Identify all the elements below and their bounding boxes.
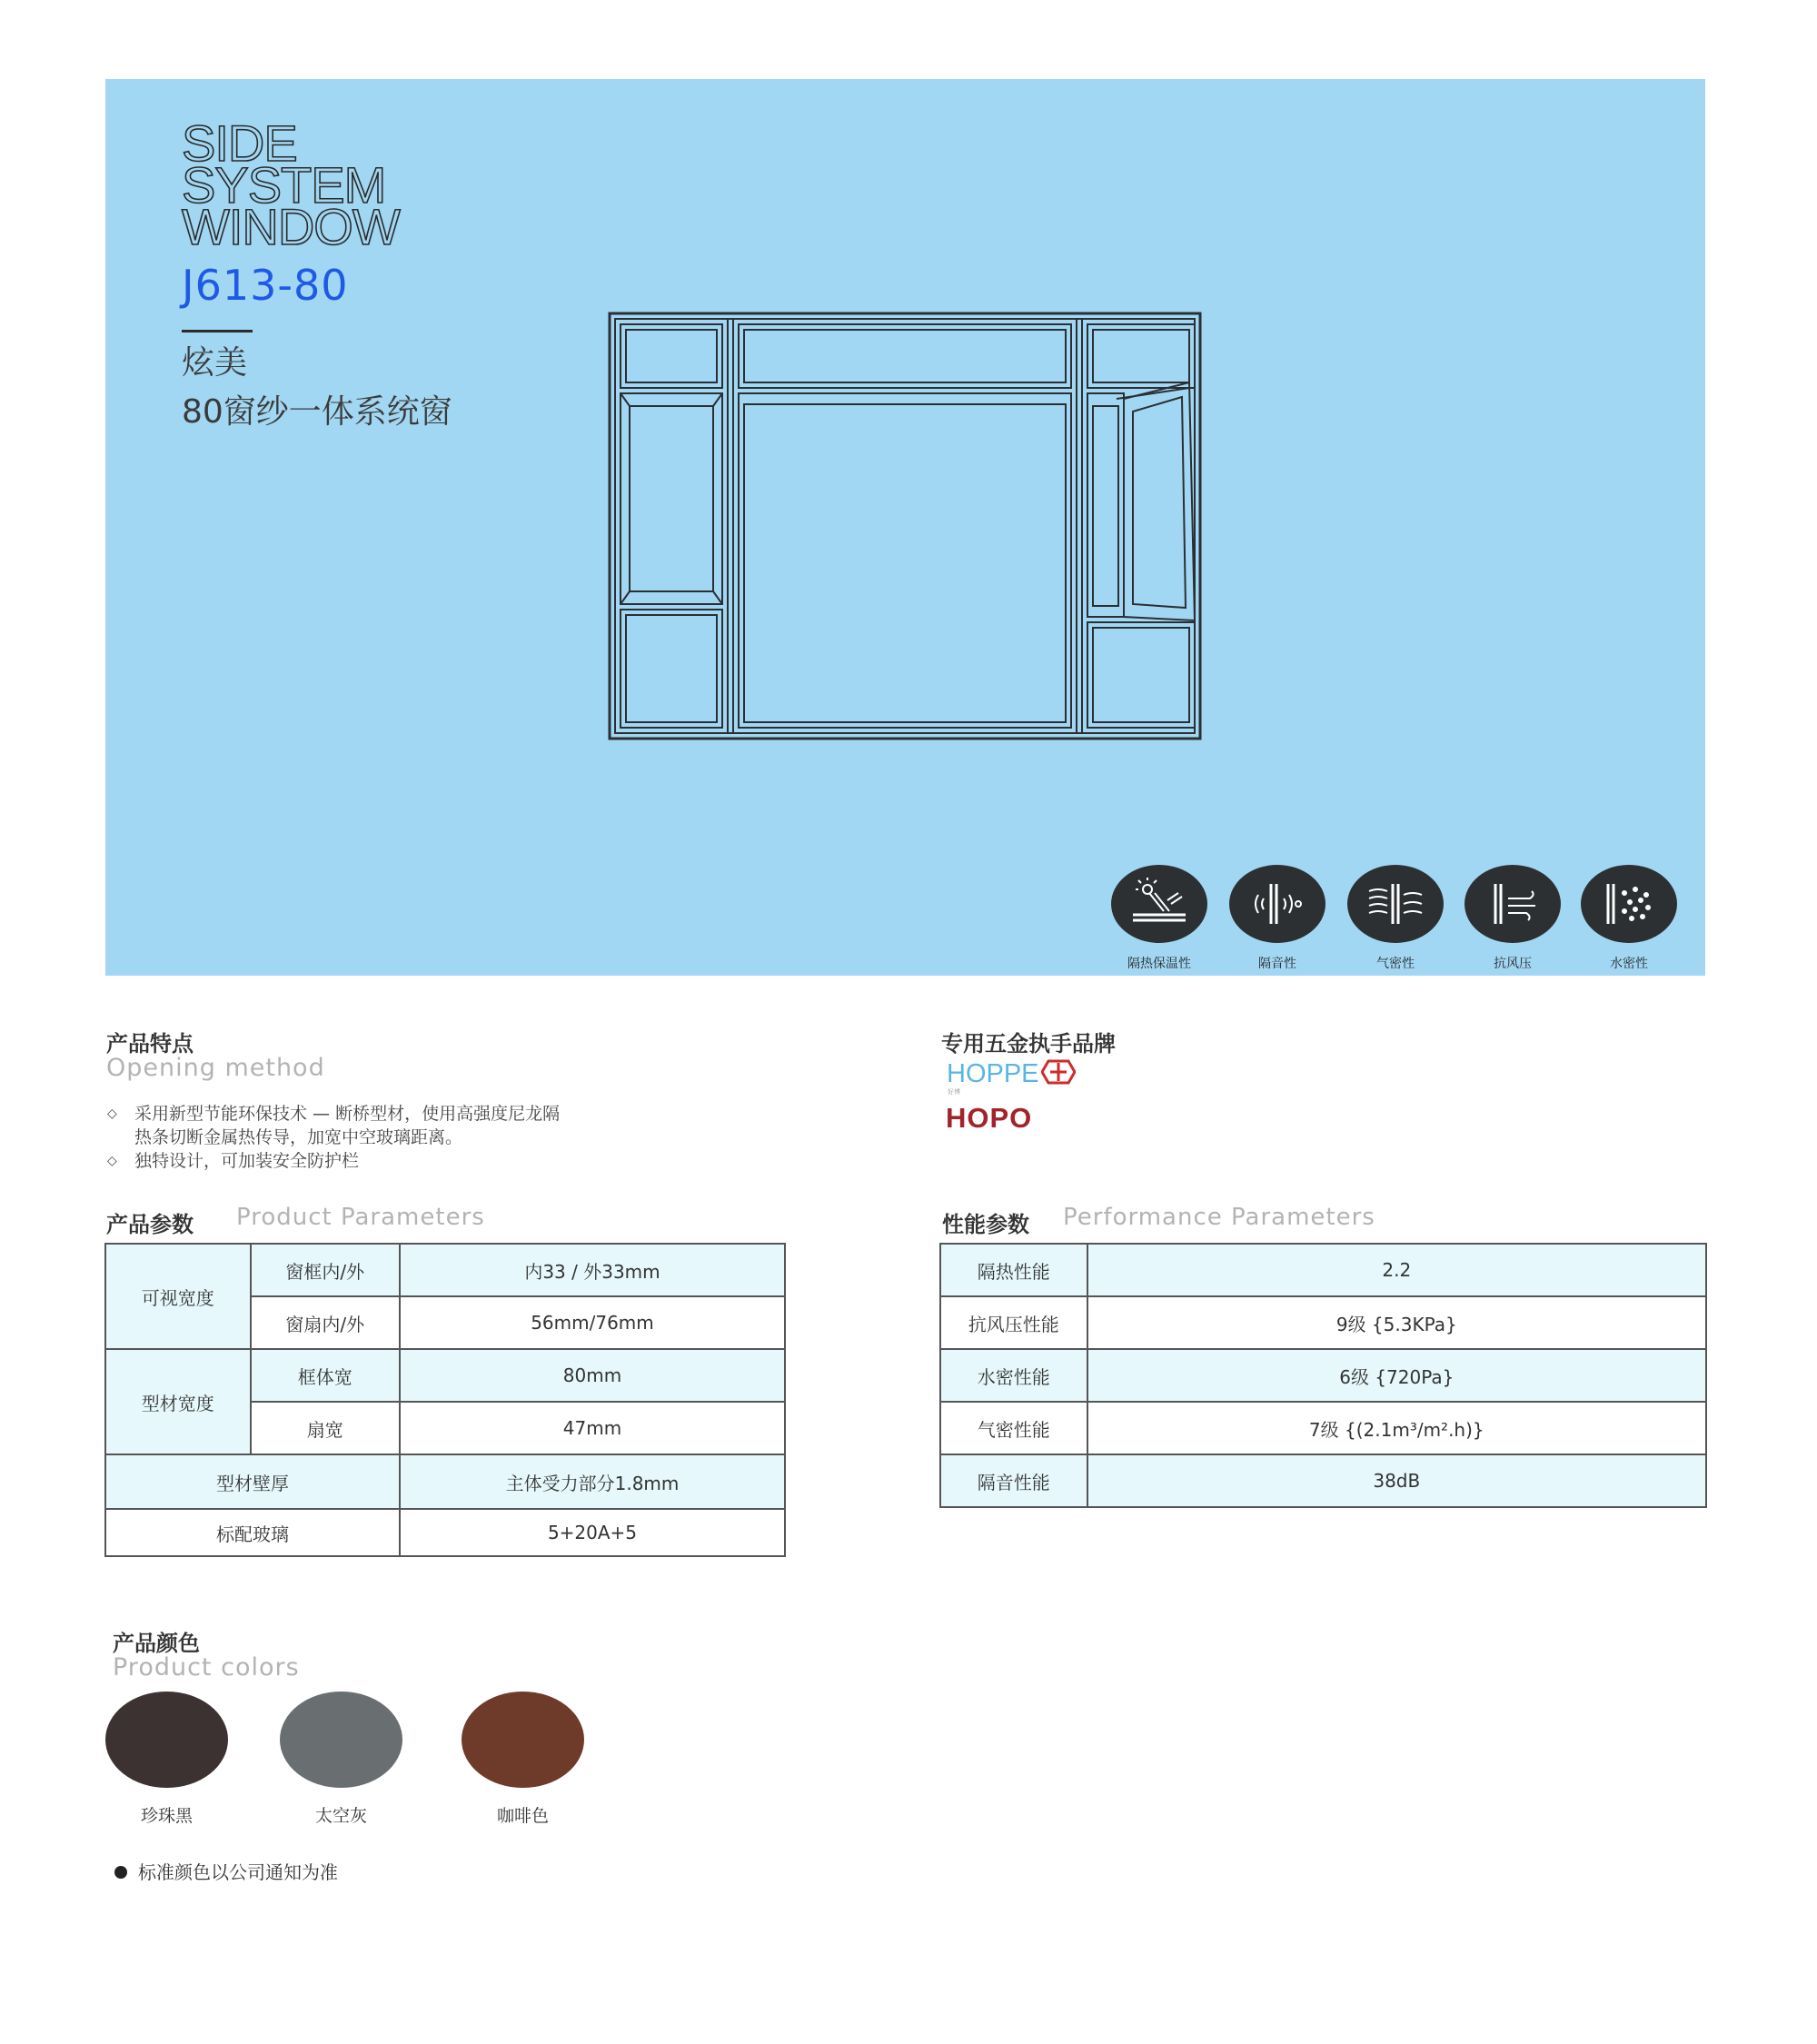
perf-value: 9级 {5.3KPa} <box>1087 1296 1706 1349</box>
table-row <box>940 1349 1706 1402</box>
hoppe-subtext: 好博 <box>948 1088 960 1096</box>
table-row <box>940 1454 1706 1507</box>
title-line-2: SYSTEM <box>182 156 386 213</box>
performance-icons <box>1109 865 1678 972</box>
color-swatch[interactable] <box>280 1692 402 1788</box>
perf-params-heading: 性能参数 <box>942 1212 1029 1237</box>
perf-label: 隔音性 <box>1258 957 1296 971</box>
swatch-label: 珍珠黑 <box>140 1806 193 1826</box>
hoppe-logo <box>947 1059 1076 1089</box>
hopo-logo: HOPO <box>946 1102 1033 1134</box>
param-label: 框体宽 <box>251 1349 401 1402</box>
swatch-label: 太空灰 <box>314 1806 367 1826</box>
param-value: 5+20A+5 <box>400 1509 785 1556</box>
param-label: 型材壁厚 <box>105 1454 400 1509</box>
perf-label: 隔音性能 <box>940 1454 1087 1507</box>
param-value: 56mm/76mm <box>400 1296 785 1349</box>
perf-value: 7级 {(2.1m³/m².h)} <box>1087 1402 1706 1454</box>
color-note <box>114 1858 338 1884</box>
perf-label: 隔热保温性 <box>1127 957 1191 971</box>
sound-insulation-icon <box>1229 865 1326 943</box>
group-label: 可视宽度 <box>105 1244 251 1349</box>
swatch-item[interactable] <box>105 1692 228 1827</box>
feature-text: 独特设计，可加装安全防护栏 <box>134 1151 360 1171</box>
perf-label: 抗风压性能 <box>940 1296 1087 1349</box>
product-params-table <box>104 1243 786 1557</box>
perf-label: 抗风压 <box>1494 957 1532 971</box>
colors-heading: 产品颜色 <box>113 1631 200 1656</box>
perf-item-sound <box>1227 865 1327 972</box>
table-row <box>940 1296 1706 1349</box>
perf-label: 气密性 <box>1376 957 1415 971</box>
subtitle-line-1: 炫美 <box>182 344 248 382</box>
title-divider <box>182 330 253 332</box>
perf-item-water <box>1580 865 1678 972</box>
swatch-item[interactable] <box>462 1692 584 1827</box>
param-label: 标配玻璃 <box>105 1509 400 1556</box>
features-heading: 产品特点 <box>106 1031 194 1057</box>
perf-label: 水密性能 <box>940 1349 1087 1402</box>
param-value: 内33 / 外33mm <box>400 1244 785 1296</box>
table-row <box>940 1244 1706 1296</box>
table-row <box>940 1402 1706 1454</box>
perf-label: 水密性 <box>1610 957 1648 971</box>
perf-label: 气密性能 <box>940 1402 1087 1454</box>
perf-item-air <box>1345 865 1445 972</box>
perf-params-subheading: Performance Parameters <box>1063 1204 1375 1231</box>
perf-label: 隔热性能 <box>940 1244 1087 1296</box>
bullet-dot-icon <box>114 1866 127 1879</box>
perf-value: 2.2 <box>1087 1244 1706 1296</box>
product-params-heading: 产品参数 <box>106 1212 194 1237</box>
feature-text-cont: 热条切断金属热传导，加宽中空玻璃距离。 <box>134 1127 463 1147</box>
title-line-3: WINDOW <box>182 198 400 255</box>
table-row <box>105 1349 785 1402</box>
perf-item-wind <box>1464 865 1562 972</box>
perf-value: 38dB <box>1087 1454 1706 1507</box>
subtitle-line-2: 80窗纱一体系统窗 <box>182 393 452 431</box>
hoppe-emblem-icon <box>1041 1059 1076 1085</box>
color-swatch[interactable] <box>105 1692 228 1788</box>
param-value: 80mm <box>400 1349 785 1402</box>
model-number: J613-80 <box>182 261 349 310</box>
group-label: 型材宽度 <box>105 1349 251 1454</box>
hoppe-text: HOPPE <box>947 1059 1039 1088</box>
feature-list <box>107 1102 560 1173</box>
param-label: 窗扇内/外 <box>251 1296 401 1349</box>
heat-insulation-icon <box>1111 865 1207 943</box>
feature-item <box>107 1102 560 1126</box>
perf-value: 6级 {720Pa} <box>1087 1349 1706 1402</box>
table-row <box>105 1509 785 1556</box>
wind-pressure-icon <box>1465 865 1561 943</box>
product-params-subheading: Product Parameters <box>236 1204 485 1231</box>
title-block <box>182 114 452 431</box>
swatch-label: 咖啡色 <box>496 1806 549 1826</box>
hero-banner <box>105 79 1705 976</box>
param-label: 扇宽 <box>251 1402 401 1454</box>
param-value: 47mm <box>400 1402 785 1454</box>
perf-item-heat <box>1109 865 1209 972</box>
color-swatch[interactable] <box>462 1692 584 1788</box>
hardware-heading: 专用五金执手品牌 <box>941 1031 1116 1057</box>
table-row <box>105 1454 785 1509</box>
water-tightness-icon <box>1581 865 1677 943</box>
window-illustration <box>608 312 1207 744</box>
diamond-bullet-icon: ◇ <box>107 1154 117 1168</box>
air-tightness-icon <box>1347 865 1444 943</box>
diamond-bullet-icon: ◇ <box>107 1106 117 1121</box>
colors-subheading: Product colors <box>113 1653 300 1682</box>
table-row <box>105 1244 785 1296</box>
feature-item <box>107 1149 560 1173</box>
param-value: 主体受力部分1.8mm <box>400 1454 785 1509</box>
swatch-item[interactable] <box>280 1692 402 1827</box>
feature-text: 采用新型节能环保技术 — 断桥型材，使用高强度尼龙隔 <box>134 1104 561 1124</box>
param-label: 窗框内/外 <box>251 1244 401 1296</box>
features-subheading: Opening method <box>106 1054 325 1082</box>
note-text: 标准颜色以公司通知为准 <box>138 1861 338 1883</box>
title-line-1: SIDE <box>182 114 297 172</box>
perf-params-table <box>939 1243 1707 1508</box>
